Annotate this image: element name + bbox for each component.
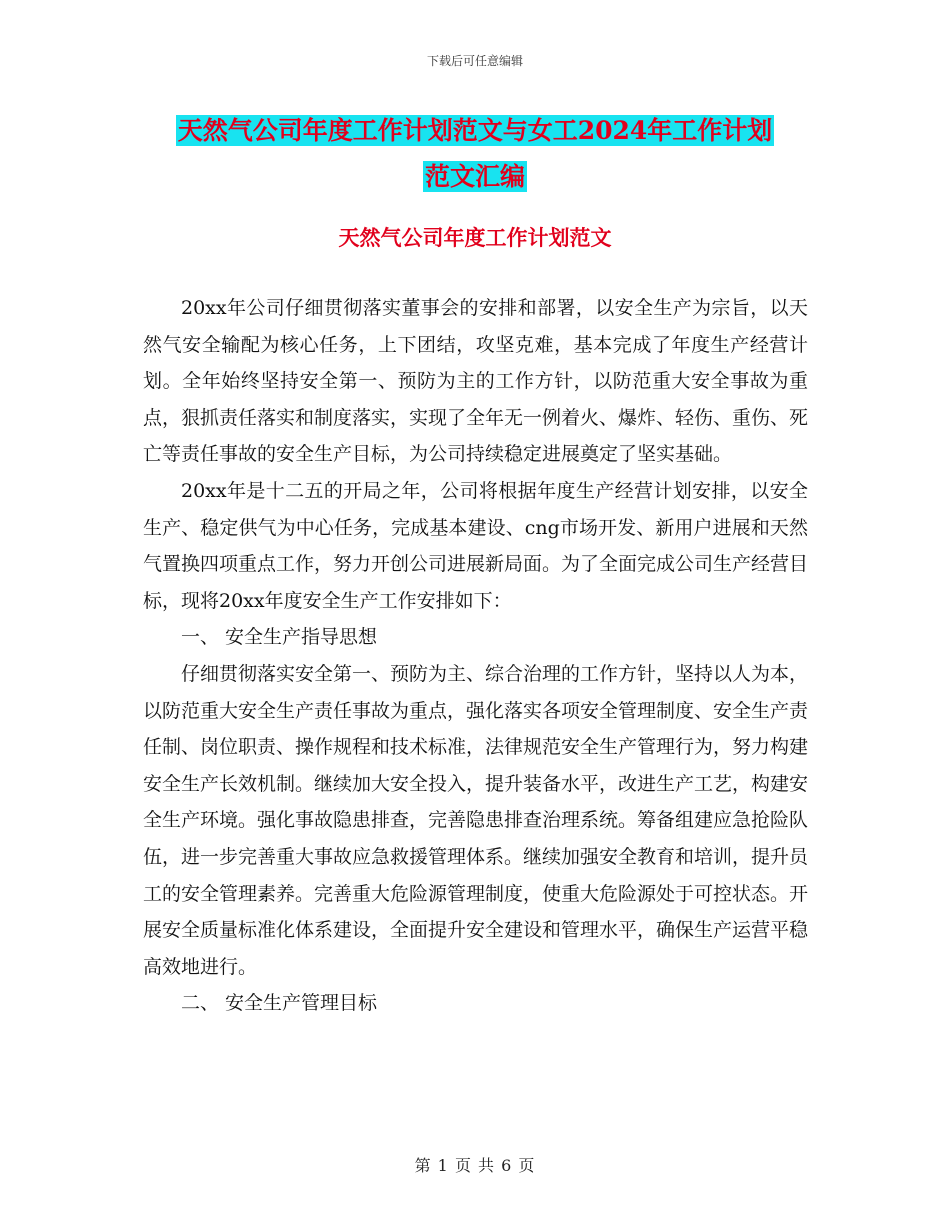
- heading-management-goals: 二、 安全生产管理目标: [181, 992, 378, 1015]
- page-header: 下载后可任意编辑: [426, 54, 523, 68]
- section-title: 天然气公司年度工作计划范文: [338, 225, 612, 250]
- document-body: [143, 290, 808, 1022]
- heading-guiding-ideology: 一、 安全生产指导思想: [181, 626, 378, 649]
- title-line-1: 天然气公司年度工作计划范文与女工2024年工作计划: [177, 116, 773, 145]
- paragraph: 仔细贯彻落实安全第一、预防为主、综合治理的工作方针，坚持以人为本，以防范重大安全生产责任事故为重点，强化落实各项安全管理制度、安全生产责任制、岗位职责、操作规程和技术标准，法律规范安全生产管理行为，努力构建安全生产长效机制。继续加大安全投入，提升装备水平，改进生产工艺，构建安全生产环境。强化事故隐患排查，完善隐患排查治理系统。筹备组建应急抢险队伍，进一步完善重大事故应急救援管理体系。继续加强安全教育和培训，提升员工的安全管理素养。完善重大危险源管理制度，使重大危险源处于可控状态。开展安全质量标准化体系建设，全面提升安全建设和管理水平，确保生产运营平稳高效地进行。: [143, 662, 809, 978]
- paragraph: 20xx年公司仔细贯彻落实董事会的安排和部署，以安全生产为宗旨，以天然气安全输配为核心任务，上下团结，攻坚克难，基本完成了年度生产经营计划。全年始终坚持安全第一、预防为主的工作方针，以防范重大安全事故为重点，狠抓责任落实和制度落实，实现了全年无一例着火、爆炸、轻伤、重伤、死亡等责任事故的安全生产目标，为公司持续稳定进展奠定了坚实基础。: [143, 297, 809, 466]
- page-footer: 第 1 页 共 6 页: [414, 1156, 536, 1175]
- document-title: [150, 108, 800, 200]
- title-line-2: 范文汇编: [424, 162, 525, 191]
- paragraph: 20xx年是十二五的开局之年，公司将根据年度生产经营计划安排，以安全生产、稳定供气为中心任务，完成基本建设、cng市场开发、新用户进展和天然气置换四项重点工作，努力开创公司进展新局面。为了全面完成公司生产经营目标，现将20xx年度安全生产工作安排如下：: [143, 479, 809, 612]
